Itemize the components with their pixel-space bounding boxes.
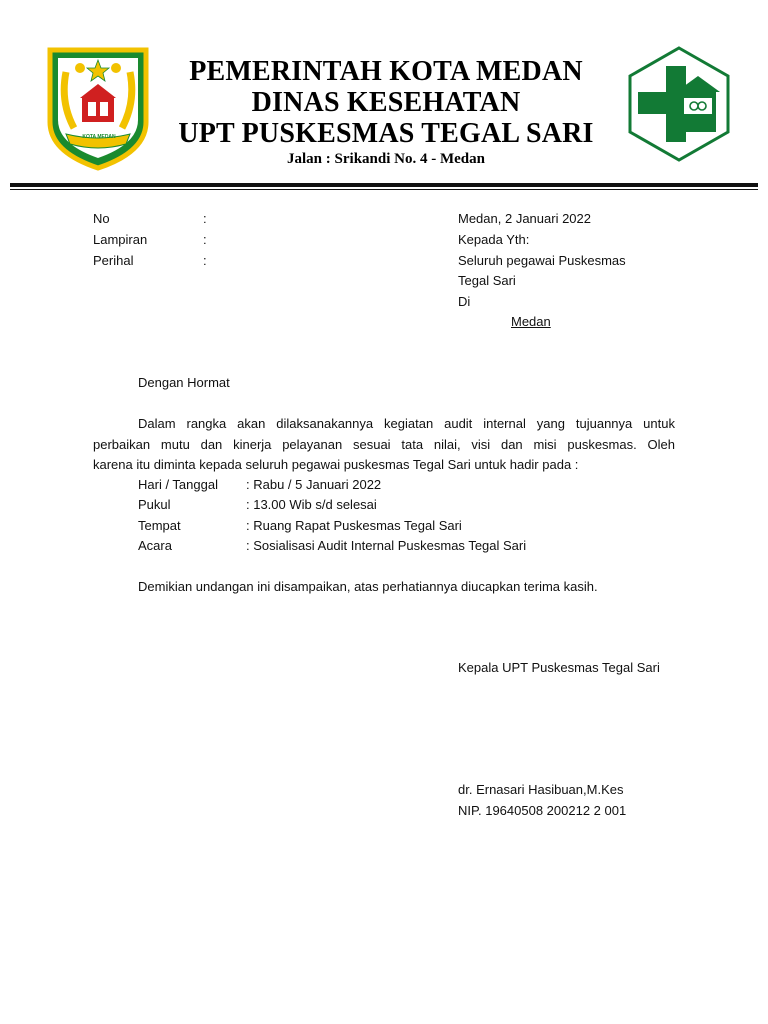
recipient-line2: Tegal Sari [458, 273, 516, 288]
signature-name: dr. Ernasari Hasibuan,M.Kes [458, 782, 624, 797]
letterhead-rule-thick [10, 183, 758, 187]
letterhead-address: Jalan : Srikandi No. 4 - Medan [287, 151, 485, 167]
department-title: DINAS KESEHATAN [251, 87, 521, 118]
puskesmas-title: UPT PUSKESMAS TEGAL SARI [178, 118, 594, 149]
detail-label-acara: Acara [138, 538, 172, 553]
lampiran-label: Lampiran [93, 232, 148, 247]
paragraph-line-2: perbaikan mutu dan kinerja pelayanan sesuai tata nilai, visi dan misi puskesmas. Oleh [93, 436, 675, 452]
perihal-label: Perihal [93, 253, 134, 268]
signature-nip: NIP. 19640508 200212 2 001 [458, 803, 627, 818]
letterhead-rule-thin [10, 189, 758, 190]
detail-label-hari: Hari / Tanggal [138, 477, 218, 492]
kepada-yth: Kepada Yth: [458, 232, 530, 247]
detail-label-tempat: Tempat [138, 518, 181, 533]
lampiran-colon: : [203, 232, 207, 247]
paragraph-line-3: karena itu diminta kepada seluruh pegawai puskesmas Tegal Sari untuk hadir pada : [93, 457, 579, 472]
letter-date: Medan, 2 Januari 2022 [458, 211, 591, 226]
kota-medan-emblem-icon [40, 42, 156, 172]
closing-sentence: Demikian undangan ini disampaikan, atas perhatiannya diucapkan terima kasih. [138, 579, 598, 594]
paragraph-line-1: Dalam rangka akan dilaksanakannya kegiatan audit internal yang tujuannya untuk [138, 416, 675, 431]
recipient-di: Di [458, 294, 471, 309]
detail-value-hari: : Rabu / 5 Januari 2022 [246, 477, 382, 492]
recipient-line1: Seluruh pegawai Puskesmas [458, 253, 626, 268]
detail-label-pukul: Pukul [138, 497, 171, 512]
greeting: Dengan Hormat [138, 375, 230, 390]
no-label: No [93, 211, 110, 226]
perihal-colon: : [203, 253, 207, 268]
gov-title: PEMERINTAH KOTA MEDAN [189, 56, 583, 87]
body-paragraph [93, 414, 675, 476]
signature-title: Kepala UPT Puskesmas Tegal Sari [458, 660, 660, 675]
letterhead [0, 0, 768, 200]
detail-value-tempat: : Ruang Rapat Puskesmas Tegal Sari [246, 518, 462, 533]
detail-value-acara: : Sosialisasi Audit Internal Puskesmas Tegal Sari [246, 538, 527, 553]
puskesmas-logo-icon [624, 44, 734, 164]
letterhead-text [160, 56, 612, 168]
no-colon: : [203, 211, 207, 226]
recipient-city: Medan [511, 314, 551, 329]
detail-value-pukul: : 13.00 Wib s/d selesai [246, 497, 377, 512]
left-logo-caption: KOTA MEDAN [82, 134, 116, 140]
